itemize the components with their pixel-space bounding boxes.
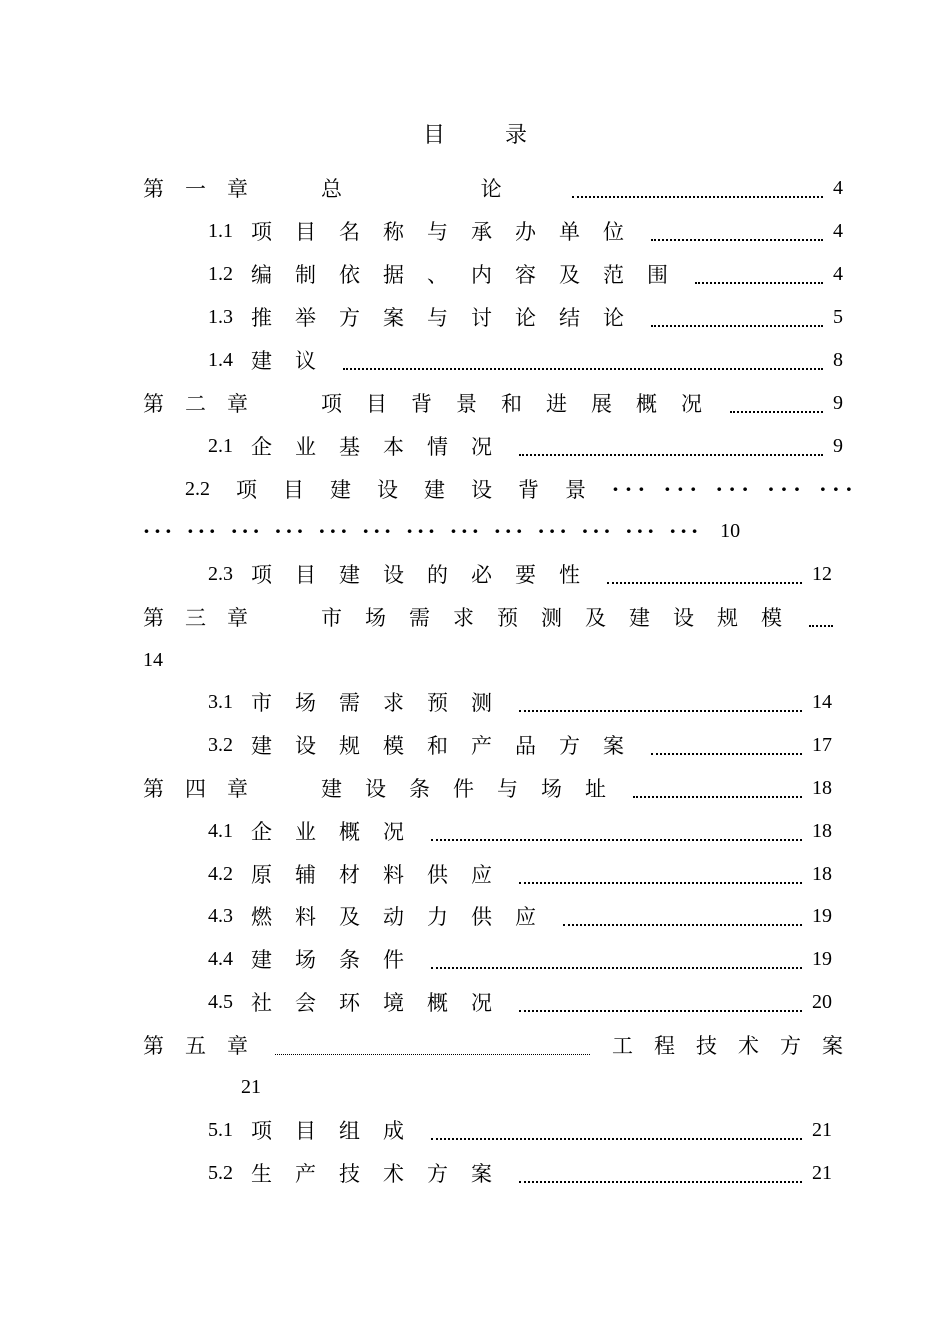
page-number: 4 xyxy=(833,262,843,285)
toc-entry-2-2-continued xyxy=(143,513,843,549)
page-number: 18 xyxy=(812,776,832,799)
page-number: 5 xyxy=(833,305,843,328)
entry-text: 市场需求预测及建设规模 xyxy=(321,606,805,630)
page-number: 17 xyxy=(812,733,832,756)
section-number: 4.1 xyxy=(208,819,233,842)
toc-entry-1-4[interactable] xyxy=(208,342,843,378)
toc-entry-chapter-4[interactable] xyxy=(143,770,832,806)
entry-text: 推举方案与讨论结论 xyxy=(251,306,647,330)
leader-dots xyxy=(519,696,802,712)
page-number: 9 xyxy=(833,391,843,414)
entry-text: 建设条件与场址 xyxy=(321,777,629,801)
chapter-label: 第三章 xyxy=(143,606,269,630)
page-number: 4 xyxy=(833,176,843,199)
leader-dots xyxy=(431,1124,802,1140)
section-number: 5.2 xyxy=(208,1161,233,1184)
page-number: 20 xyxy=(812,990,832,1013)
leader-dots xyxy=(651,311,823,327)
leader-dots xyxy=(519,868,802,884)
entry-text: 企业基本情况 xyxy=(251,435,515,459)
section-number: 2.1 xyxy=(208,434,233,457)
toc-entry-chapter-3-page xyxy=(143,642,163,678)
toc-entry-4-2[interactable] xyxy=(208,856,832,892)
section-number: 4.2 xyxy=(208,862,233,885)
leader-dots xyxy=(431,953,802,969)
chapter-label: 第四章 xyxy=(143,777,269,801)
toc-entry-1-3[interactable] xyxy=(208,299,843,335)
page-number: 12 xyxy=(812,562,832,585)
leader-dots xyxy=(730,397,823,413)
entry-text: 建场条件 xyxy=(251,948,427,972)
toc-entry-chapter-1[interactable] xyxy=(143,170,843,206)
section-number: 1.3 xyxy=(208,305,233,328)
page-number: 14 xyxy=(812,690,832,713)
section-number: 1.1 xyxy=(208,219,233,242)
page-number: 21 xyxy=(812,1161,832,1184)
leader-ellipsis: ··· ··· ··· ··· ··· xyxy=(612,477,859,501)
toc-entry-4-4[interactable] xyxy=(208,941,832,977)
section-number: 1.2 xyxy=(208,262,233,285)
leader-dots xyxy=(633,782,802,798)
toc-entry-1-2[interactable] xyxy=(208,256,843,292)
leader-dots xyxy=(572,182,823,198)
entry-text: 项目组成 xyxy=(251,1119,427,1143)
entry-text: 项目名称与承办单位 xyxy=(251,220,647,244)
page-number: 18 xyxy=(812,862,832,885)
page-number: 9 xyxy=(833,434,843,457)
toc-entry-2-3[interactable] xyxy=(208,556,832,592)
entry-text: 项目建设的必要性 xyxy=(251,563,603,587)
entry-text: 生产技术方案 xyxy=(251,1162,515,1186)
leader-dots xyxy=(651,225,823,241)
leader-dots xyxy=(809,611,833,627)
toc-entry-1-1[interactable] xyxy=(208,213,843,249)
page-number: 8 xyxy=(833,348,843,371)
chapter-label: 第五章 xyxy=(143,1034,269,1058)
entry-text: 建设规模和产品方案 xyxy=(251,734,647,758)
toc-entry-5-2[interactable] xyxy=(208,1155,832,1191)
entry-text: 企业概况 xyxy=(251,820,427,844)
toc-entry-4-3[interactable] xyxy=(208,898,832,934)
entry-text: 工程技术方案 xyxy=(612,1034,864,1058)
section-number: 4.4 xyxy=(208,947,233,970)
leader-dots xyxy=(343,354,823,370)
leader-dots xyxy=(431,825,802,841)
section-number: 2.2 xyxy=(185,477,210,500)
entry-text: 编制依据、内容及范围 xyxy=(251,263,691,287)
toc-entry-4-5[interactable] xyxy=(208,984,832,1020)
entry-text: 项目背景和进展概况 xyxy=(321,392,726,416)
section-number: 3.2 xyxy=(208,733,233,756)
page-number: 19 xyxy=(812,904,832,927)
section-number: 4.3 xyxy=(208,904,233,927)
entry-text: 总 论 xyxy=(321,177,568,201)
entry-text: 市场需求预测 xyxy=(251,691,515,715)
entry-text: 燃料及动力供应 xyxy=(251,905,559,929)
leader-dots xyxy=(695,268,823,284)
toc-title: 目录 xyxy=(422,123,587,148)
section-number: 2.3 xyxy=(208,562,233,585)
toc-entry-3-2[interactable] xyxy=(208,727,832,763)
leader-dots xyxy=(607,568,802,584)
leader-ellipsis: ··· ··· ··· ··· ··· ··· ··· ··· ··· ··· ··· ··· ··· xyxy=(143,519,703,543)
chapter-label: 第二章 xyxy=(143,392,269,416)
section-number: 5.1 xyxy=(208,1118,233,1141)
toc-entry-4-1[interactable] xyxy=(208,813,832,849)
toc-entry-chapter-5[interactable] xyxy=(143,1027,864,1063)
page-number: 19 xyxy=(812,947,832,970)
entry-text: 项目建设建设背景 xyxy=(236,478,612,502)
page-number: 10 xyxy=(720,519,741,542)
leader-dots xyxy=(651,739,802,755)
page-number: 21 xyxy=(241,1075,261,1098)
page-number: 14 xyxy=(143,648,163,671)
toc-entry-chapter-5-page xyxy=(241,1069,261,1105)
section-number: 3.1 xyxy=(208,690,233,713)
page-number: 21 xyxy=(812,1118,832,1141)
entry-text: 原辅材料供应 xyxy=(251,863,515,887)
leader-dots xyxy=(519,1167,802,1183)
toc-entry-2-1[interactable] xyxy=(208,428,843,464)
entry-text: 社会环境概况 xyxy=(251,991,515,1015)
page-number: 18 xyxy=(812,819,832,842)
leader-dots xyxy=(519,440,823,456)
toc-entry-2-2[interactable] xyxy=(185,471,859,507)
page-number: 4 xyxy=(833,219,843,242)
entry-text: 建议 xyxy=(251,349,339,373)
toc-entry-3-1[interactable] xyxy=(208,684,832,720)
section-number: 1.4 xyxy=(208,348,233,371)
toc-entry-5-1[interactable] xyxy=(208,1112,832,1148)
section-number: 4.5 xyxy=(208,990,233,1013)
leader-dots xyxy=(563,910,802,926)
leader-dots xyxy=(275,1040,590,1055)
toc-entry-chapter-2[interactable] xyxy=(143,385,843,421)
toc-entry-chapter-3[interactable] xyxy=(143,599,833,635)
chapter-label: 第一章 xyxy=(143,177,269,201)
leader-dots xyxy=(519,996,802,1012)
